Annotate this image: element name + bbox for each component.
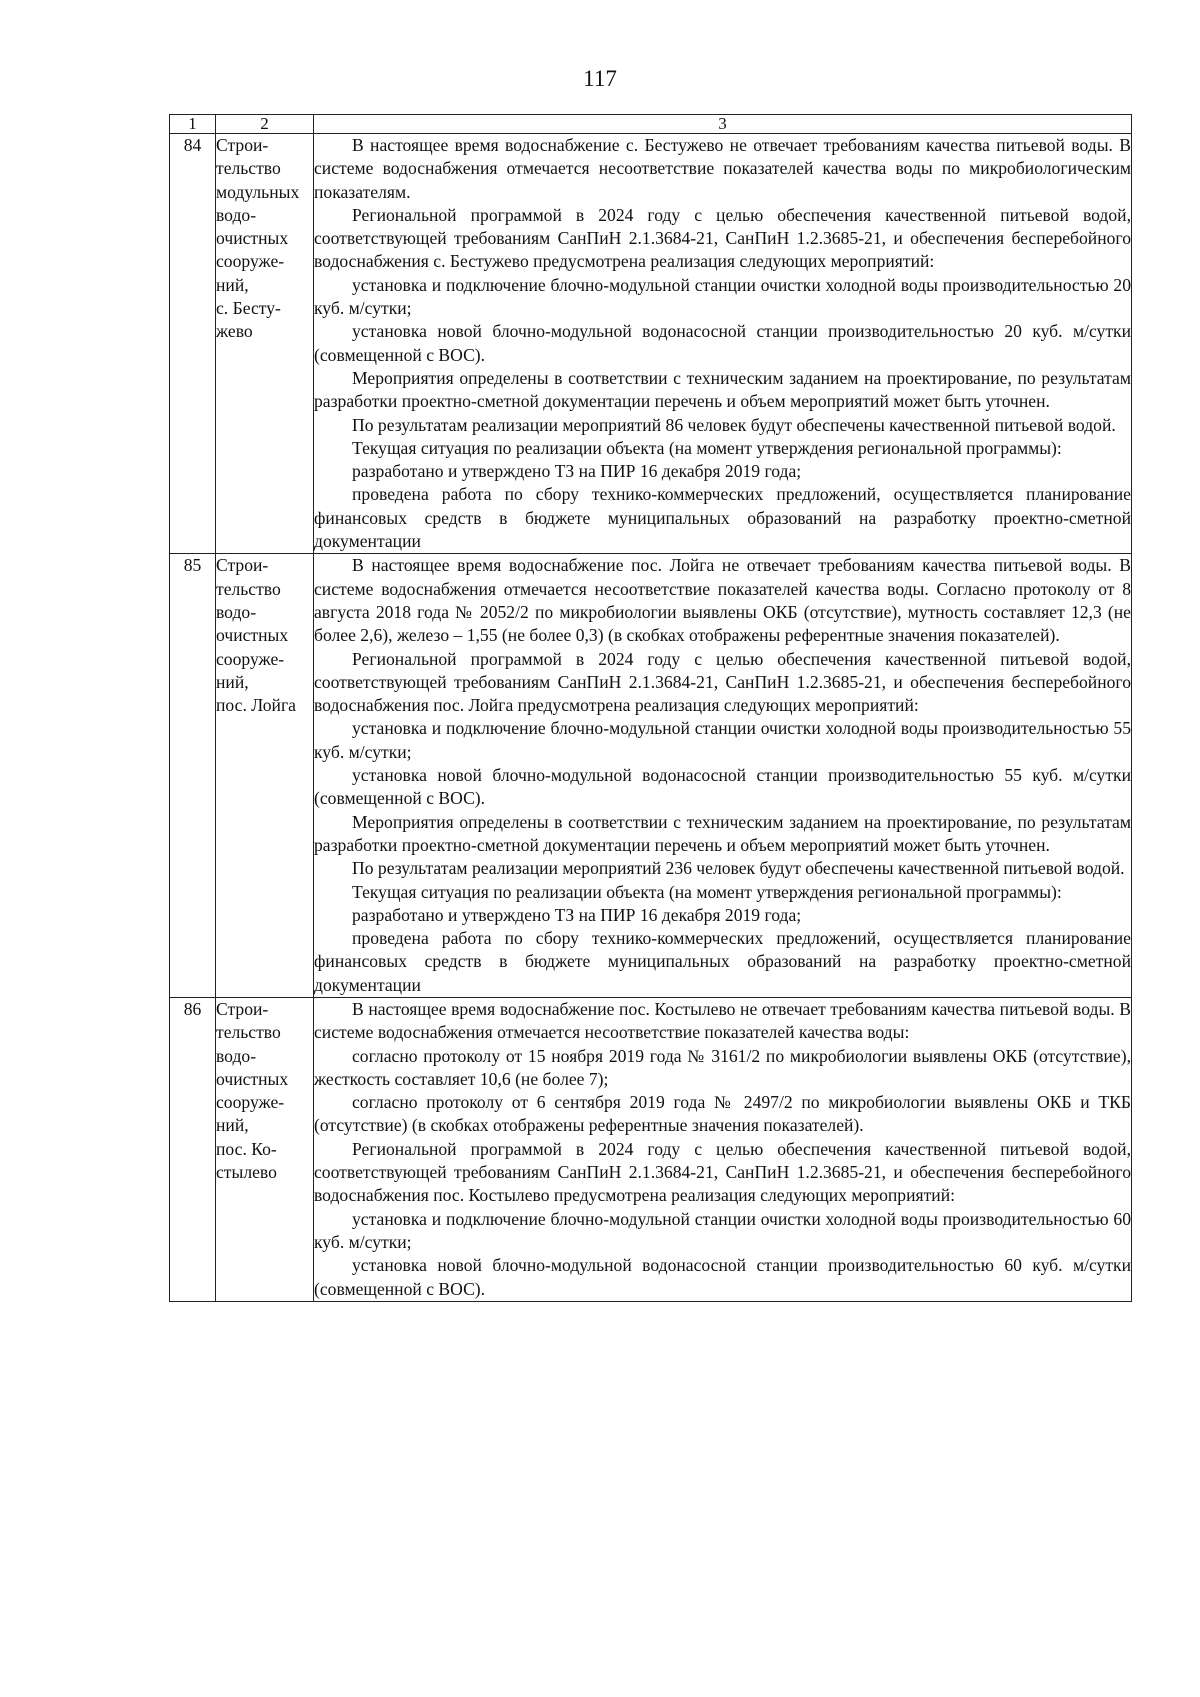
table-row <box>170 997 1132 1301</box>
object-name-line: тельство <box>216 158 281 179</box>
description-paragraph: установка новой блочно-модульной водонасосной станции производительностью 20 куб. м/сутки (совмещенной с ВОС). <box>314 321 1131 365</box>
object-name-line: водо- <box>216 204 257 225</box>
table-row <box>170 554 1132 998</box>
description-paragraph: проведена работа по сбору технико-коммерческих предложений, осуществляется планирование финансовых средств в бюджете муниципальных образований на разработку проектно-сметной документации <box>314 928 1131 995</box>
header-cell-3: 3 <box>314 115 1132 134</box>
header-cell-1: 1 <box>170 115 216 134</box>
object-name-line: очистных <box>216 1068 289 1089</box>
object-name-line: модульных <box>216 181 300 202</box>
description-paragraph: установка новой блочно-модульной водонасосной станции производительностью 55 куб. м/сутки (совмещенной с ВОС). <box>314 765 1131 809</box>
description-paragraph: согласно протоколу от 6 сентября 2019 года № 2497/2 по микробиологии выявлены ОКБ и ТКБ (отсутствие) (в скобках отображены референтные значения показателей). <box>314 1092 1131 1136</box>
description-paragraph: Региональной программой в 2024 году с целью обеспечения качественной питьевой водой, соответствующей требованиям СанПиН 2.1.3684-21, СанПиН 1.2.3685-21, и обеспечения бесперебойного водоснабжения с. Бестужево предусмотрена реализация следующих мероприятий: <box>314 204 1131 272</box>
object-name-line: Строи- <box>216 998 269 1019</box>
object-name-line: с. Бесту- <box>216 298 281 319</box>
object-name-cell <box>216 554 314 998</box>
object-name-cell <box>216 997 314 1301</box>
object-name-line: сооруже- <box>216 648 285 669</box>
description-paragraph: Текущая ситуация по реализации объекта (на момент утверждения региональной программы): <box>352 437 1062 458</box>
description-paragraph: установка и подключение блочно-модульной станции очистки холодной воды производительностью 55 куб. м/сутки; <box>314 718 1131 762</box>
description-paragraph: В настоящее время водоснабжение пос. Лойга не отвечает требованиям качества питьевой воды. В системе водоснабжения отмечается несоответствие показателей качества воды. Согласно протоколу от 8 августа 2018 года № 2052/2 по микробиологии выявлены ОКБ (отсутствие), мутность составляет 12,3 (не более 2,6), железо – 1,55 (не более 0,3) (в скобках отображены референтные значения показателей). <box>314 555 1131 646</box>
program-table <box>169 114 1132 1302</box>
table-row <box>170 134 1132 554</box>
object-name-line: водо- <box>216 601 257 622</box>
description-paragraph: Текущая ситуация по реализации объекта (на момент утверждения региональной программы): <box>352 881 1062 902</box>
description-paragraph: разработано и утверждено ТЗ на ПИР 16 декабря 2019 года; <box>352 904 802 925</box>
object-name-line: ний, <box>216 274 249 295</box>
object-name-line: тельство <box>216 1022 281 1043</box>
header-cell-2: 2 <box>216 115 314 134</box>
row-number: 86 <box>170 997 216 1301</box>
object-name-line: сооруже- <box>216 251 285 272</box>
row-number: 84 <box>170 134 216 554</box>
description-paragraph: Региональной программой в 2024 году с целью обеспечения качественной питьевой водой, соответствующей требованиям СанПиН 2.1.3684-21, СанПиН 1.2.3685-21, и обеспечения бесперебойного водоснабжения пос. Костылево предусмотрена реализация следующих мероприятий: <box>314 1138 1131 1206</box>
object-name-line: очистных <box>216 625 289 646</box>
description-cell <box>314 554 1132 998</box>
object-name-line: ний, <box>216 671 249 692</box>
description-paragraph: Мероприятия определены в соответствии с техническим заданием на проектирование, по результатам разработки проектно-сметной документации перечень и объем мероприятий может быть уточнен. <box>314 811 1131 855</box>
description-paragraph: В настоящее время водоснабжение с. Бестужево не отвечает требованиям качества питьевой воды. В системе водоснабжения отмечается несоответствие показателей качества воды по микробиологическим показателям. <box>314 135 1131 202</box>
description-paragraph: согласно протоколу от 15 ноября 2019 года № 3161/2 по микробиологии выявлены ОКБ (отсутствие), жесткость составляет 10,6 (не более 7); <box>314 1045 1131 1089</box>
object-name-line: Строи- <box>216 555 269 576</box>
description-paragraph: проведена работа по сбору технико-коммерческих предложений, осуществляется планирование финансовых средств в бюджете муниципальных образований на разработку проектно-сметной документации <box>314 484 1131 552</box>
object-name-line: жево <box>216 321 253 342</box>
description-paragraph: разработано и утверждено ТЗ на ПИР 16 декабря 2019 года; <box>352 461 802 482</box>
object-name-line: пос. Лойга <box>216 695 296 716</box>
description-paragraph: В настоящее время водоснабжение пос. Костылево не отвечает требованиям качества питьевой воды. В системе водоснабжения отмечается несоответствие показателей качества воды: <box>314 998 1131 1043</box>
object-name-line: стылево <box>216 1162 277 1183</box>
object-name-line: тельство <box>216 578 281 599</box>
description-paragraph: установка новой блочно-модульной водонасосной станции производительностью 60 куб. м/сутки (совмещенной с ВОС). <box>314 1255 1131 1299</box>
description-paragraph: установка и подключение блочно-модульной станции очистки холодной воды производительностью 60 куб. м/сутки; <box>314 1208 1131 1252</box>
description-cell <box>314 134 1132 554</box>
object-name-line: очистных <box>216 228 289 249</box>
object-name-line: Строи- <box>216 135 269 155</box>
object-name-line: пос. Ко- <box>216 1138 277 1159</box>
description-paragraph: Региональной программой в 2024 году с целью обеспечения качественной питьевой водой, соответствующей требованиям СанПиН 2.1.3684-21, СанПиН 1.2.3685-21, и обеспечения бесперебойного водоснабжения пос. Лойга предусмотрена реализация следующих мероприятий: <box>314 648 1131 716</box>
description-cell <box>314 997 1132 1301</box>
object-name-cell <box>216 134 314 554</box>
table-header-row <box>170 115 1132 134</box>
description-paragraph: установка и подключение блочно-модульной станции очистки холодной воды производительностью 20 куб. м/сутки; <box>314 274 1131 319</box>
object-name-line: водо- <box>216 1045 257 1066</box>
object-name-line: сооруже- <box>216 1092 285 1113</box>
description-paragraph: По результатам реализации мероприятий 236 человек будут обеспечены качественной питьевой водой. <box>352 858 1125 879</box>
description-paragraph: Мероприятия определены в соответствии с техническим заданием на проектирование, по результатам разработки проектно-сметной документации перечень и объем мероприятий может быть уточнен. <box>314 367 1131 412</box>
row-number: 85 <box>170 554 216 998</box>
description-paragraph: По результатам реализации мероприятий 86 человек будут обеспечены качественной питьевой водой. <box>352 414 1116 435</box>
page-number: 117 <box>583 66 617 91</box>
object-name-line: ний, <box>216 1115 249 1136</box>
